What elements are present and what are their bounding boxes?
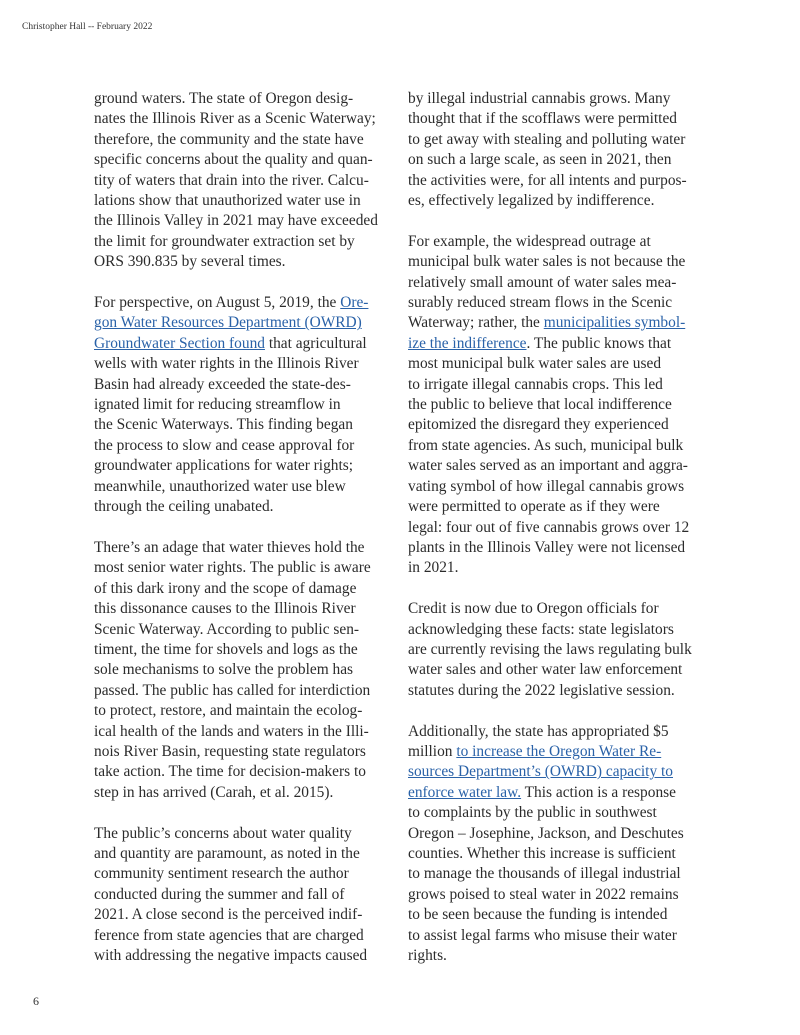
text-line: on such a large scale, as seen in 2021, then [408, 151, 672, 169]
text-segment: million [408, 742, 457, 760]
paragraph [408, 232, 708, 579]
text-line: were permitted to operate as if they were [408, 498, 660, 516]
paragraph [94, 89, 393, 273]
text-line: the Illinois Valley in 2021 may have exceeded [94, 212, 378, 230]
text-line: vating symbol of how illegal cannabis grows [408, 477, 685, 495]
text-line: The public’s concerns about water quality [94, 824, 352, 842]
text-line [408, 334, 708, 354]
text-line: surably reduced stream flows in the Scenic [408, 294, 673, 312]
paragraph [94, 293, 393, 517]
text-line: community sentiment research the author [94, 865, 349, 883]
text-segment: This action is a response [521, 783, 676, 801]
text-line: ference from state agencies that are charged [94, 926, 364, 944]
text-line: For example, the widespread outrage at [408, 232, 651, 250]
text-line: the limit for groundwater extraction set by [94, 232, 355, 250]
text-line: nates the Illinois River as a Scenic Waterway; [94, 110, 376, 128]
paragraph [408, 722, 708, 967]
text-line: municipal bulk water sales is not because the [408, 253, 686, 271]
text-line: meanwhile, unauthorized water use blew [94, 477, 346, 495]
text-line: sole mechanisms to solve the problem has [94, 661, 354, 679]
text-line: most senior water rights. The public is aware [94, 559, 371, 577]
owrd-groundwater-link[interactable]: Ore- [340, 294, 369, 312]
text-line: and quantity are paramount, as noted in the [94, 844, 360, 862]
text-line: passed. The public has called for interdiction [94, 681, 371, 699]
text-line: step in has arrived (Carah, et al. 2015). [94, 783, 334, 801]
text-line: ignated limit for reducing streamflow in [94, 396, 341, 414]
owrd-capacity-link[interactable]: to increase the Oregon Water Re- [456, 742, 662, 760]
text-line: in 2021. [408, 559, 459, 577]
text-line [94, 313, 393, 333]
text-line [408, 313, 708, 333]
text-line: therefore, the community and the state have [94, 130, 364, 148]
text-line: are currently revising the laws regulating bulk [408, 640, 692, 658]
text-line: acknowledging these facts: state legislators [408, 620, 674, 638]
text-line: to assist legal farms who misuse their water [408, 926, 677, 944]
text-line: to protect, restore, and maintain the ecolog- [94, 702, 363, 720]
text-line: water sales and other water law enforcement [408, 661, 683, 679]
text-line: to get away with stealing and polluting water [408, 130, 686, 148]
paragraph [94, 538, 393, 803]
text-line: to irrigate illegal cannabis crops. This led [408, 375, 663, 393]
text-line: through the ceiling unabated. [94, 498, 274, 516]
paragraph [408, 599, 708, 701]
text-line: groundwater applications for water rights; [94, 457, 353, 475]
paragraph [408, 89, 708, 211]
paragraph [94, 824, 393, 967]
text-line: of this dark irony and the scope of damage [94, 579, 357, 597]
right-column [408, 89, 708, 966]
text-segment: For perspective, on August 5, 2019, the [94, 294, 341, 312]
text-line: plants in the Illinois Valley were not licensed [408, 538, 686, 556]
text-line: Scenic Waterway. According to public sen- [94, 620, 360, 638]
text-line: to be seen because the funding is intended [408, 906, 668, 924]
owrd-capacity-link[interactable]: enforce water law. [408, 783, 522, 801]
text-line: Additionally, the state has appropriated $5 [408, 722, 669, 740]
text-line: by illegal industrial cannabis grows. Many [408, 90, 671, 107]
text-line: water sales served as an important and aggra- [408, 457, 688, 475]
text-line: thought that if the scofflaws were permitted [408, 110, 677, 128]
left-column [94, 89, 393, 966]
owrd-groundwater-link[interactable]: gon Water Resources Department (OWRD) [94, 314, 362, 332]
text-segment: Waterway; rather, the [408, 314, 544, 332]
text-line: ground waters. The state of Oregon desig- [94, 90, 354, 107]
running-header: Christopher Hall -- February 2022 [22, 22, 153, 32]
text-line: the public to believe that local indifference [408, 396, 672, 414]
text-line [94, 334, 393, 354]
text-line: the Scenic Waterways. This finding began [94, 416, 353, 434]
text-line [408, 762, 708, 782]
municipalities-indifference-link[interactable]: ize the indifference [408, 334, 527, 352]
text-line: legal: four out of five cannabis grows over 12 [408, 518, 690, 536]
text-line [94, 293, 393, 313]
owrd-groundwater-link[interactable]: Groundwater Section found [94, 334, 265, 352]
text-line: Oregon – Josephine, Jackson, and Deschutes [408, 824, 684, 842]
text-line: ORS 390.835 by several times. [94, 253, 286, 271]
text-line: specific concerns about the quality and quan- [94, 151, 373, 169]
text-line: wells with water rights in the Illinois River [94, 355, 359, 373]
owrd-capacity-link[interactable]: sources Department’s (OWRD) capacity to [408, 763, 673, 781]
text-line: 2021. A close second is the perceived indif- [94, 906, 363, 924]
text-line: Basin had already exceeded the state-des- [94, 375, 351, 393]
text-line: most municipal bulk water sales are used [408, 355, 662, 373]
text-line [408, 742, 708, 762]
text-line: from state agencies. As such, municipal bulk [408, 436, 684, 454]
text-line: this dissonance causes to the Illinois River [94, 600, 356, 618]
text-line: conducted during the summer and fall of [94, 885, 345, 903]
text-line: statutes during the 2022 legislative session. [408, 681, 675, 699]
text-line: take action. The time for decision-makers to [94, 763, 366, 781]
text-line: There’s an adage that water thieves hold the [94, 538, 365, 556]
text-line: es, effectively legalized by indifference. [408, 192, 655, 210]
text-line: timent, the time for shovels and logs as the [94, 640, 358, 658]
text-line: ical health of the lands and waters in the Illi- [94, 722, 369, 740]
text-line: epitomized the disregard they experienced [408, 416, 669, 434]
text-segment: that agricultural [264, 334, 367, 352]
text-line: the activities were, for all intents and purpos- [408, 171, 687, 189]
text-line: tity of waters that drain into the river. Calcu- [94, 171, 369, 189]
text-line: lations show that unauthorized water use in [94, 192, 361, 210]
page-number: 6 [33, 994, 39, 1008]
text-line [408, 783, 708, 803]
text-line: nois River Basin, requesting state regulators [94, 742, 366, 760]
text-line: with addressing the negative impacts caused [94, 947, 368, 965]
text-line: to complaints by the public in southwest [408, 804, 657, 822]
text-line: rights. [408, 947, 447, 965]
text-line: counties. Whether this increase is sufficient [408, 844, 676, 862]
text-line: to manage the thousands of illegal industrial [408, 865, 681, 883]
text-line: grows poised to steal water in 2022 remains [408, 885, 679, 903]
text-line: relatively small amount of water sales mea- [408, 273, 677, 291]
text-segment: . The public knows that [526, 334, 672, 352]
text-line: the process to slow and cease approval for [94, 436, 355, 454]
municipalities-indifference-link[interactable]: municipalities symbol- [543, 314, 686, 332]
text-line: Credit is now due to Oregon officials for [408, 600, 659, 618]
